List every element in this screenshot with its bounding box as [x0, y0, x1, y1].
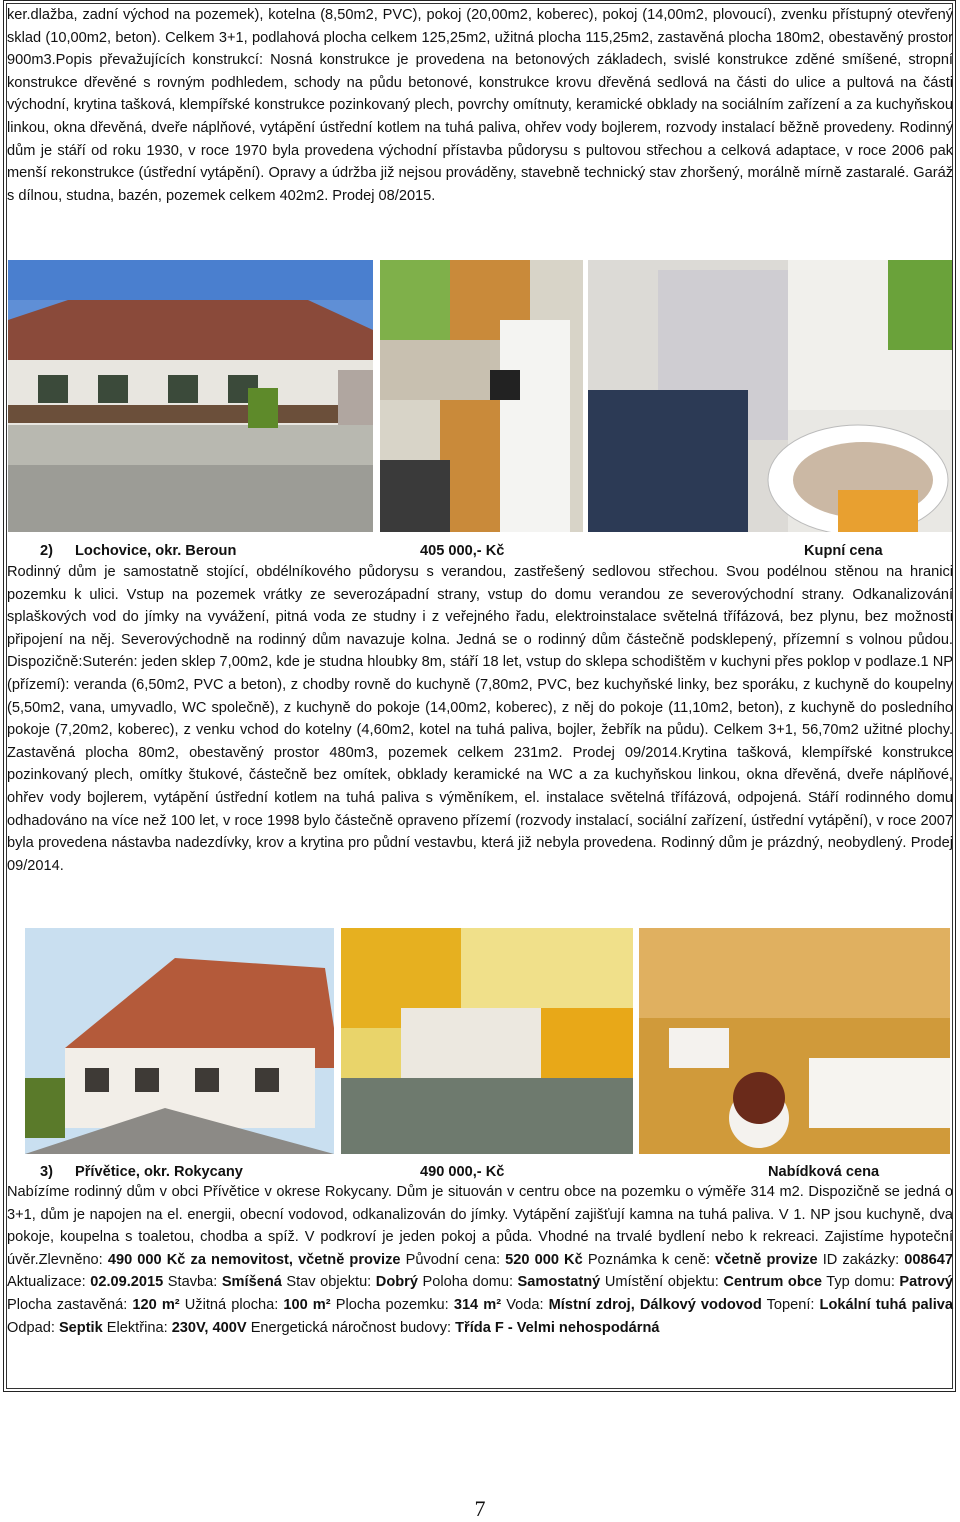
photo-kitchen-2	[341, 928, 633, 1154]
listing2-text: Rodinný dům je samostatně stojící, obdélníkového půdorysu s verandou, zastřešený sedlovou střechou. Svou podélnou stěnou na hranici pozemku k ulici. Vstup na pozemek vrátky ze severozápadní strany, vstup do domu verandou ze severovýchodní strany. Odkanalizování splaškových vod do jímky na vyvážení, pitná voda ze studny i z veřejného řadu, elektroinstalace světelná třífázová, bez plynu, bez možnosti připojení na něj. Severovýchodně na rodinný dům navazuje kolna. Jedná se o rodinný dům částečně podsklepený, přízemní s volnou půdou. Dispozičně:Suterén: jeden sklep 7,00m2, kde je studna hloubky 8m, stáří 18 let, vstup do sklepa schodištěm v kuchyni přes poklop v podlaze.1 NP (přízemí): veranda (6,50m2, PVC a beton), z chodby rovně do kuchyně (7,80m2, PVC, bez kuchyňské linky, bez sporáku, z kuchyně do koupelny (5,50m2, vana, umyvadlo, WC společně), z kuchyně do pokoje (14,00m2, koberec), z něj do pokoje (11,10m2, beton), z kuchyně do posledního pokoje (7,20m2, koberec), z venku vchod do kotelny (4,60m2, kotel na tuhá paliva, bojler, žebřík na půdu). Celkem 3+1, 56,70m2 užitné plochy. Zastavěná plocha 80m2, obestavěný prostor 480m3, pozemek celkem 231m2. Prodej 09/2014.Krytina tašková, klempířské konstrukce pozinkovaný plech, omítky štukové, částečně bez omítek, obklady keramické na WC a za kuchyňskou linkou, okna dřevěná, dveře náplňové, ohřev vody bojlerem, vytápění ústřední kotlem na tuhá paliva s výměníkem, el. instalace světelná třífázová, odpojená. Stáří rodinného domu odhadováno na více než 100 let, v roce 1998 bylo částečně opraveno přízemí (rozvody instalací, sociální zařízení, ústřední vytápění), v roce 2007 byla provedena nástavba nadezdívky, krov a krytina pro půdní vestavbu, která již nebyla provedena. Rodinný dům je prázdný, neobydlený. Prodej 09/2014.	[7, 564, 953, 874]
photo-kitchen-1	[380, 260, 583, 532]
listing2-location: Lochovice, okr. Beroun	[75, 543, 237, 559]
field-label: Odpad:	[7, 1319, 59, 1336]
field-label: Typ domu:	[826, 1274, 900, 1291]
field-label: Topení:	[766, 1296, 820, 1313]
field-label: Aktualizace:	[7, 1274, 91, 1291]
field-label: ID zakázky:	[822, 1251, 905, 1268]
listing2-number: 2)	[40, 543, 53, 559]
field-value: Dobrý	[375, 1274, 418, 1291]
photo-house-exterior-2	[25, 928, 334, 1154]
field-label: Stav objektu:	[286, 1274, 376, 1291]
photo-bathroom-2	[639, 928, 950, 1154]
field-value: Lokální tuhá paliva	[819, 1296, 953, 1313]
listing3-location: Přívětice, okr. Rokycany	[75, 1164, 243, 1180]
field-value: Místní zdroj, Dálkový vodovod	[548, 1296, 762, 1313]
field-value: 314 m²	[453, 1296, 502, 1313]
page-number: 7	[474, 1496, 486, 1521]
listing3-fields	[7, 1252, 953, 1336]
field-label: Umístění objektu:	[604, 1274, 724, 1291]
listing2-header	[40, 541, 950, 561]
listing2-price: 405 000,- Kč	[420, 543, 505, 559]
field-value: Smíšená	[221, 1274, 282, 1291]
field-value: Třída F - Velmi nehospodárná	[455, 1319, 660, 1336]
field-label: Stavba:	[167, 1274, 222, 1291]
field-value: Patrový	[899, 1274, 953, 1291]
field-label: Plocha pozemku:	[335, 1296, 454, 1313]
field-label: Plocha zastavěná:	[7, 1296, 133, 1313]
field-label: Původní cena:	[405, 1251, 506, 1268]
field-value: 100 m²	[283, 1296, 331, 1313]
field-value: 120 m²	[132, 1296, 180, 1313]
field-value: 490 000 Kč za nemovitost, včetně provize	[107, 1251, 401, 1268]
field-value: 230V, 400V	[171, 1319, 247, 1336]
field-value: včetně provize	[715, 1251, 818, 1268]
field-value: 008647	[904, 1251, 953, 1268]
listing3-price-type: Nabídková cena	[768, 1164, 880, 1180]
field-label: Elektřina:	[106, 1319, 172, 1336]
listing3-text	[7, 1181, 953, 1339]
section1-text: ker.dlažba, zadní východ na pozemek), kotelna (8,50m2, PVC), pokoj (20,00m2, koberec), pokoj (14,00m2, plovoucí), zvenku přístupný otevřený sklad (10,00m2, beton). Celkem 3+1, podlahová plocha celkem 125,25m2, užitná plocha 115,25m2, zastavěná plocha 180m2, obestavěný prostor 900m3.Popis převažujících konstrukcí: Nosná konstrukce je provedena na betonových základech, svislé konstrukce zděné smíšené, stropní konstrukce dřevěné s rovným podhledem, schody na půdu betonové, konstrukce krovu dřevěná sedlová na části do ulice a pultová na části východní, krytina tašková, klempířské konstrukce pozinkovaný plech, povrchy omítnuty, keramické obklady na sociálním zařízení a za kuchyňskou linkou, okna dřevěná, dveře náplňové, vytápění ústřední kotlem na tuhá paliva, ohřev vody bojlerem, rozvody instalací běžně provedeny. Rodinný dům je stáří od roku 1930, v roce 1970 byla provedena východní přístavba půdorysu s pultovou střechou a celková adaptace, v roce 2006 pak menší rekonstrukce (ústřední vytápění). Opravy a údržba již nejsou prováděny, stavebně technický stav zhoršený, morálně mírně zastaralé. Garáž s dílnou, studna, bazén, pozemek celkem 402m2. Prodej 08/2015.	[7, 7, 953, 204]
field-label: Voda:	[506, 1296, 549, 1313]
listing3-price: 490 000,- Kč	[420, 1164, 505, 1180]
listing2-price-type: Kupní cena	[804, 543, 883, 559]
field-value: 02.09.2015	[90, 1274, 164, 1291]
field-value: Septik	[58, 1319, 103, 1336]
field-value: 520 000 Kč	[505, 1251, 583, 1268]
listing3-header	[40, 1162, 950, 1182]
photo-bathroom-1	[588, 260, 952, 532]
field-label: Poznámka k ceně:	[587, 1251, 716, 1268]
field-label: Energetická náročnost budovy:	[250, 1319, 456, 1336]
field-label: Poloha domu:	[422, 1274, 518, 1291]
listing3-number: 3)	[40, 1164, 53, 1180]
field-value: Centrum obce	[723, 1274, 822, 1291]
field-label: Užitná plocha:	[184, 1296, 284, 1313]
field-value: Samostatný	[517, 1274, 601, 1291]
listing3-intro: Nabízíme rodinný dům v obci Přívětice v okrese Rokycany. Dům je situován v centru obce na pozemku o výměře 314 m2. Dispozičně se jedná o 3+1, dům je napojen na el. energii, obecní vodovod, odkanalizován do jímky. Vytápění zajišťují kamna na tuhá paliva. V 1. NP jsou kuchyně, dva pokoje, koupelna s toaletou, chodba a spíž. V podkroví je jeden pokoj a půda. Vhodné na trvalé bydlení nebo k rekreaci. Zajistíme hypoteční úvěr.Zlevněno:	[7, 1184, 953, 1268]
photo-house-exterior-1	[8, 260, 373, 532]
